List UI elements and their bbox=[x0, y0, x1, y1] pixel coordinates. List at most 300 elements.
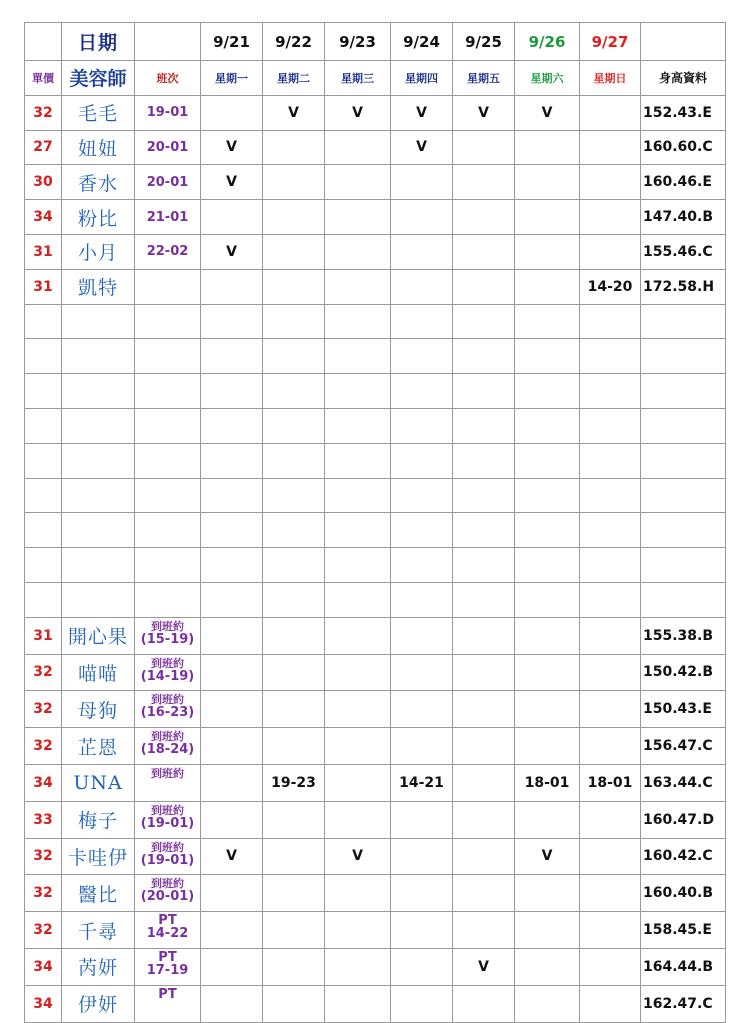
price-cell bbox=[25, 374, 62, 409]
price-cell: 33 bbox=[25, 801, 62, 838]
day-cell bbox=[515, 130, 580, 165]
day-cell: V bbox=[453, 948, 515, 985]
stylist-name-cell: 開心果 bbox=[62, 617, 135, 654]
height-cell: 155.38.B bbox=[641, 617, 726, 654]
price-cell bbox=[25, 304, 62, 339]
day-cell bbox=[515, 408, 580, 443]
day-cell bbox=[580, 838, 641, 875]
day-cell bbox=[453, 443, 515, 478]
day-cell bbox=[515, 728, 580, 765]
date-wed: 9/23 bbox=[325, 23, 391, 61]
day-cell bbox=[580, 165, 641, 200]
day-cell bbox=[515, 304, 580, 339]
shift-cell bbox=[135, 838, 201, 875]
day-cell: 19-23 bbox=[263, 764, 325, 801]
day-cell bbox=[201, 617, 263, 654]
stylist-name-cell bbox=[62, 513, 135, 548]
height-cell bbox=[641, 582, 726, 617]
day-cell bbox=[201, 443, 263, 478]
height-cell bbox=[641, 408, 726, 443]
stylist-name-cell: 伊妍 bbox=[62, 985, 135, 1022]
day-cell bbox=[515, 617, 580, 654]
height-cell bbox=[641, 374, 726, 409]
stylist-label: 美容師 bbox=[62, 61, 135, 96]
day-cell bbox=[201, 985, 263, 1022]
table-row bbox=[25, 200, 726, 235]
day-cell bbox=[201, 374, 263, 409]
day-cell bbox=[391, 617, 453, 654]
day-cell bbox=[580, 985, 641, 1022]
day-cell bbox=[263, 875, 325, 912]
shift-cell bbox=[135, 582, 201, 617]
table-row bbox=[25, 948, 726, 985]
day-cell bbox=[263, 654, 325, 691]
height-cell: 156.47.C bbox=[641, 728, 726, 765]
height-cell bbox=[641, 443, 726, 478]
day-cell bbox=[263, 304, 325, 339]
shift-cell bbox=[135, 985, 201, 1022]
shift-cell bbox=[135, 478, 201, 513]
day-cell bbox=[263, 912, 325, 949]
day-cell bbox=[391, 875, 453, 912]
day-cell bbox=[391, 339, 453, 374]
day-cell bbox=[391, 200, 453, 235]
stylist-name-cell: 芮妍 bbox=[62, 948, 135, 985]
height-cell: 160.40.B bbox=[641, 875, 726, 912]
day-cell bbox=[515, 654, 580, 691]
day-cell bbox=[453, 234, 515, 269]
height-cell: 155.46.C bbox=[641, 234, 726, 269]
day-cell bbox=[580, 95, 641, 130]
day-cell bbox=[325, 130, 391, 165]
price-cell bbox=[25, 339, 62, 374]
day-cell bbox=[515, 339, 580, 374]
shift-note: 到班約 bbox=[151, 619, 184, 633]
day-cell bbox=[201, 304, 263, 339]
height-cell: 160.47.D bbox=[641, 801, 726, 838]
day-cell bbox=[391, 269, 453, 304]
day-cell bbox=[391, 548, 453, 583]
shift-cell bbox=[135, 654, 201, 691]
day-cell bbox=[453, 339, 515, 374]
day-cell bbox=[580, 875, 641, 912]
stylist-name-cell bbox=[62, 582, 135, 617]
shift-hours: (19-01) bbox=[140, 852, 195, 868]
table-row bbox=[25, 269, 726, 304]
day-cell bbox=[263, 443, 325, 478]
day-cell bbox=[263, 948, 325, 985]
stylist-name-cell: 喵喵 bbox=[62, 654, 135, 691]
shift-note: 到班約 bbox=[151, 877, 184, 891]
day-cell bbox=[453, 617, 515, 654]
header-corner bbox=[25, 23, 62, 61]
shift-hours: 17-19 bbox=[146, 962, 189, 978]
price-cell bbox=[25, 582, 62, 617]
day-cell bbox=[515, 234, 580, 269]
day-cell bbox=[391, 165, 453, 200]
stylist-name-cell: 小月 bbox=[62, 234, 135, 269]
height-cell: 172.58.H bbox=[641, 269, 726, 304]
price-cell: 32 bbox=[25, 912, 62, 949]
day-cell bbox=[391, 801, 453, 838]
day-cell bbox=[201, 801, 263, 838]
table-row bbox=[25, 838, 726, 875]
weekday-thu: 星期四 bbox=[391, 61, 453, 96]
day-cell: 14-21 bbox=[391, 764, 453, 801]
shift-cell bbox=[135, 948, 201, 985]
shift-note: 到班約 bbox=[151, 803, 184, 817]
day-cell bbox=[201, 269, 263, 304]
price-cell: 31 bbox=[25, 617, 62, 654]
shift-cell bbox=[135, 728, 201, 765]
table-row bbox=[25, 443, 726, 478]
table-row bbox=[25, 408, 726, 443]
weekday-sat: 星期六 bbox=[515, 61, 580, 96]
table-row bbox=[25, 478, 726, 513]
day-cell bbox=[201, 654, 263, 691]
day-cell bbox=[325, 985, 391, 1022]
stylist-name-cell: 芷恩 bbox=[62, 728, 135, 765]
schedule-table bbox=[24, 22, 726, 1023]
day-cell bbox=[515, 478, 580, 513]
height-cell: 160.60.C bbox=[641, 130, 726, 165]
shift-note: 到班約 bbox=[151, 730, 184, 744]
day-cell bbox=[201, 513, 263, 548]
day-cell bbox=[263, 617, 325, 654]
height-cell bbox=[641, 304, 726, 339]
day-cell bbox=[391, 912, 453, 949]
shift-label: 班次 bbox=[135, 61, 201, 96]
day-cell bbox=[325, 801, 391, 838]
day-cell bbox=[263, 985, 325, 1022]
day-cell bbox=[580, 200, 641, 235]
day-cell bbox=[263, 408, 325, 443]
price-cell: 34 bbox=[25, 764, 62, 801]
shift-note: 到班約 bbox=[151, 693, 184, 707]
shift-cell bbox=[135, 875, 201, 912]
day-cell bbox=[201, 691, 263, 728]
stylist-name-cell bbox=[62, 478, 135, 513]
day-cell bbox=[201, 875, 263, 912]
height-cell bbox=[641, 478, 726, 513]
day-cell bbox=[453, 654, 515, 691]
day-cell bbox=[453, 478, 515, 513]
table-row bbox=[25, 548, 726, 583]
table-row bbox=[25, 912, 726, 949]
day-cell bbox=[325, 617, 391, 654]
header-empty-right bbox=[641, 23, 726, 61]
shift-hours: (20-01) bbox=[140, 889, 195, 905]
price-cell: 32 bbox=[25, 838, 62, 875]
stylist-name-cell: UNA bbox=[62, 764, 135, 801]
height-cell: 147.40.B bbox=[641, 200, 726, 235]
stylist-name-cell bbox=[62, 443, 135, 478]
day-cell bbox=[580, 478, 641, 513]
day-cell bbox=[580, 728, 641, 765]
shift-cell bbox=[135, 764, 201, 801]
day-cell bbox=[391, 728, 453, 765]
table-row bbox=[25, 130, 726, 165]
price-cell bbox=[25, 408, 62, 443]
stylist-name-cell bbox=[62, 548, 135, 583]
date-label: 日期 bbox=[62, 23, 135, 61]
day-cell bbox=[453, 801, 515, 838]
weekday-tue: 星期二 bbox=[263, 61, 325, 96]
stylist-name-cell: 毛毛 bbox=[62, 95, 135, 130]
shift-cell bbox=[135, 912, 201, 949]
shift-cell bbox=[135, 513, 201, 548]
shift-cell bbox=[135, 801, 201, 838]
shift-cell bbox=[135, 304, 201, 339]
day-cell bbox=[580, 443, 641, 478]
day-cell bbox=[453, 912, 515, 949]
height-cell: 160.42.C bbox=[641, 838, 726, 875]
day-cell bbox=[201, 764, 263, 801]
shift-hours: (14-19) bbox=[140, 668, 195, 684]
height-cell: 160.46.E bbox=[641, 165, 726, 200]
day-cell bbox=[453, 728, 515, 765]
day-cell bbox=[325, 339, 391, 374]
day-cell bbox=[391, 654, 453, 691]
day-cell bbox=[391, 478, 453, 513]
day-cell bbox=[580, 691, 641, 728]
header-empty bbox=[135, 23, 201, 61]
shift-cell bbox=[135, 269, 201, 304]
day-cell bbox=[325, 513, 391, 548]
height-label: 身高資料 bbox=[641, 61, 726, 96]
day-cell: V bbox=[201, 165, 263, 200]
day-cell: V bbox=[263, 95, 325, 130]
date-thu: 9/24 bbox=[391, 23, 453, 61]
day-cell: 14-20 bbox=[580, 269, 641, 304]
day-cell bbox=[201, 200, 263, 235]
day-cell bbox=[325, 875, 391, 912]
day-cell bbox=[263, 548, 325, 583]
price-cell: 34 bbox=[25, 200, 62, 235]
price-cell: 32 bbox=[25, 95, 62, 130]
day-cell: V bbox=[201, 838, 263, 875]
day-cell bbox=[201, 912, 263, 949]
stylist-name-cell bbox=[62, 304, 135, 339]
table-row bbox=[25, 654, 726, 691]
day-cell bbox=[325, 443, 391, 478]
day-cell bbox=[515, 165, 580, 200]
price-cell bbox=[25, 443, 62, 478]
day-cell bbox=[453, 764, 515, 801]
table-row bbox=[25, 374, 726, 409]
shift-note: 到班約 bbox=[151, 840, 184, 854]
shift-cell bbox=[135, 339, 201, 374]
table-row bbox=[25, 801, 726, 838]
day-cell bbox=[580, 408, 641, 443]
stylist-name-cell bbox=[62, 374, 135, 409]
price-cell: 32 bbox=[25, 875, 62, 912]
date-tue: 9/22 bbox=[263, 23, 325, 61]
price-cell bbox=[25, 478, 62, 513]
day-cell bbox=[325, 728, 391, 765]
shift-cell bbox=[135, 443, 201, 478]
day-cell bbox=[325, 948, 391, 985]
day-cell: V bbox=[325, 95, 391, 130]
day-cell bbox=[515, 875, 580, 912]
shift-cell: 20-01 bbox=[135, 165, 201, 200]
day-cell bbox=[453, 691, 515, 728]
day-cell bbox=[391, 234, 453, 269]
table-row bbox=[25, 985, 726, 1022]
day-cell bbox=[580, 130, 641, 165]
day-cell: V bbox=[391, 95, 453, 130]
shift-hours: (18-24) bbox=[140, 742, 195, 758]
day-cell bbox=[325, 234, 391, 269]
day-cell bbox=[263, 374, 325, 409]
stylist-name-cell: 卡哇伊 bbox=[62, 838, 135, 875]
day-cell bbox=[453, 269, 515, 304]
day-cell bbox=[201, 478, 263, 513]
day-cell: V bbox=[325, 838, 391, 875]
table-row bbox=[25, 691, 726, 728]
day-cell: V bbox=[515, 838, 580, 875]
day-cell bbox=[453, 374, 515, 409]
height-cell: 158.45.E bbox=[641, 912, 726, 949]
height-cell: 150.42.B bbox=[641, 654, 726, 691]
price-label: 單價 bbox=[25, 61, 62, 96]
price-cell bbox=[25, 548, 62, 583]
shift-note: PT bbox=[158, 949, 177, 965]
day-cell bbox=[201, 339, 263, 374]
price-cell: 32 bbox=[25, 654, 62, 691]
stylist-name-cell bbox=[62, 339, 135, 374]
day-cell bbox=[391, 948, 453, 985]
day-cell bbox=[391, 513, 453, 548]
shift-hours: (16-23) bbox=[140, 705, 195, 721]
height-cell bbox=[641, 548, 726, 583]
day-cell bbox=[515, 582, 580, 617]
day-cell bbox=[201, 728, 263, 765]
day-cell bbox=[515, 513, 580, 548]
day-cell bbox=[391, 582, 453, 617]
height-cell bbox=[641, 339, 726, 374]
table-row bbox=[25, 513, 726, 548]
day-cell bbox=[201, 95, 263, 130]
day-cell bbox=[580, 548, 641, 583]
price-cell: 27 bbox=[25, 130, 62, 165]
shift-hours: (15-19) bbox=[140, 631, 195, 647]
stylist-name-cell: 凱特 bbox=[62, 269, 135, 304]
day-cell bbox=[453, 838, 515, 875]
height-cell: 164.44.B bbox=[641, 948, 726, 985]
price-cell: 30 bbox=[25, 165, 62, 200]
day-cell: V bbox=[515, 95, 580, 130]
day-cell bbox=[391, 985, 453, 1022]
price-cell: 31 bbox=[25, 269, 62, 304]
price-cell: 32 bbox=[25, 691, 62, 728]
table-row bbox=[25, 95, 726, 130]
day-cell bbox=[263, 165, 325, 200]
day-cell bbox=[515, 548, 580, 583]
weekday-header-row bbox=[25, 61, 726, 96]
day-cell bbox=[515, 985, 580, 1022]
day-cell bbox=[201, 408, 263, 443]
shift-cell: 22-02 bbox=[135, 234, 201, 269]
day-cell: 18-01 bbox=[580, 764, 641, 801]
weekday-wed: 星期三 bbox=[325, 61, 391, 96]
day-cell bbox=[263, 339, 325, 374]
day-cell bbox=[325, 478, 391, 513]
price-cell: 31 bbox=[25, 234, 62, 269]
shift-cell bbox=[135, 691, 201, 728]
price-cell: 34 bbox=[25, 985, 62, 1022]
day-cell bbox=[453, 548, 515, 583]
day-cell: V bbox=[201, 234, 263, 269]
table-row bbox=[25, 304, 726, 339]
day-cell bbox=[453, 513, 515, 548]
day-cell bbox=[515, 912, 580, 949]
day-cell bbox=[391, 443, 453, 478]
height-cell bbox=[641, 513, 726, 548]
day-cell bbox=[325, 764, 391, 801]
shift-note: 到班約 bbox=[151, 656, 184, 670]
day-cell bbox=[391, 304, 453, 339]
day-cell bbox=[391, 691, 453, 728]
day-cell bbox=[580, 948, 641, 985]
day-cell bbox=[453, 875, 515, 912]
day-cell bbox=[580, 339, 641, 374]
day-cell bbox=[453, 130, 515, 165]
day-cell bbox=[325, 582, 391, 617]
day-cell bbox=[580, 374, 641, 409]
price-cell: 34 bbox=[25, 948, 62, 985]
day-cell bbox=[263, 130, 325, 165]
stylist-name-cell: 粉比 bbox=[62, 200, 135, 235]
day-cell bbox=[263, 269, 325, 304]
table-row bbox=[25, 165, 726, 200]
day-cell bbox=[580, 234, 641, 269]
stylist-name-cell: 母狗 bbox=[62, 691, 135, 728]
weekday-sun: 星期日 bbox=[580, 61, 641, 96]
day-cell bbox=[263, 691, 325, 728]
shift-cell bbox=[135, 408, 201, 443]
day-cell: 18-01 bbox=[515, 764, 580, 801]
day-cell bbox=[391, 374, 453, 409]
stylist-name-cell: 千尋 bbox=[62, 912, 135, 949]
day-cell bbox=[391, 838, 453, 875]
table-row bbox=[25, 234, 726, 269]
table-row bbox=[25, 617, 726, 654]
shift-note: PT bbox=[158, 913, 177, 929]
day-cell bbox=[325, 691, 391, 728]
date-header-row bbox=[25, 23, 726, 61]
day-cell bbox=[515, 374, 580, 409]
day-cell bbox=[515, 200, 580, 235]
day-cell bbox=[453, 985, 515, 1022]
day-cell bbox=[580, 617, 641, 654]
stylist-name-cell: 梅子 bbox=[62, 801, 135, 838]
shift-note: PT bbox=[158, 986, 177, 1002]
day-cell bbox=[453, 200, 515, 235]
day-cell: V bbox=[391, 130, 453, 165]
table-row bbox=[25, 339, 726, 374]
day-cell bbox=[453, 408, 515, 443]
day-cell bbox=[515, 691, 580, 728]
day-cell bbox=[325, 912, 391, 949]
day-cell bbox=[580, 582, 641, 617]
weekday-mon: 星期一 bbox=[201, 61, 263, 96]
day-cell bbox=[580, 654, 641, 691]
day-cell bbox=[453, 165, 515, 200]
day-cell bbox=[263, 838, 325, 875]
stylist-name-cell: 醫比 bbox=[62, 875, 135, 912]
table-row bbox=[25, 728, 726, 765]
